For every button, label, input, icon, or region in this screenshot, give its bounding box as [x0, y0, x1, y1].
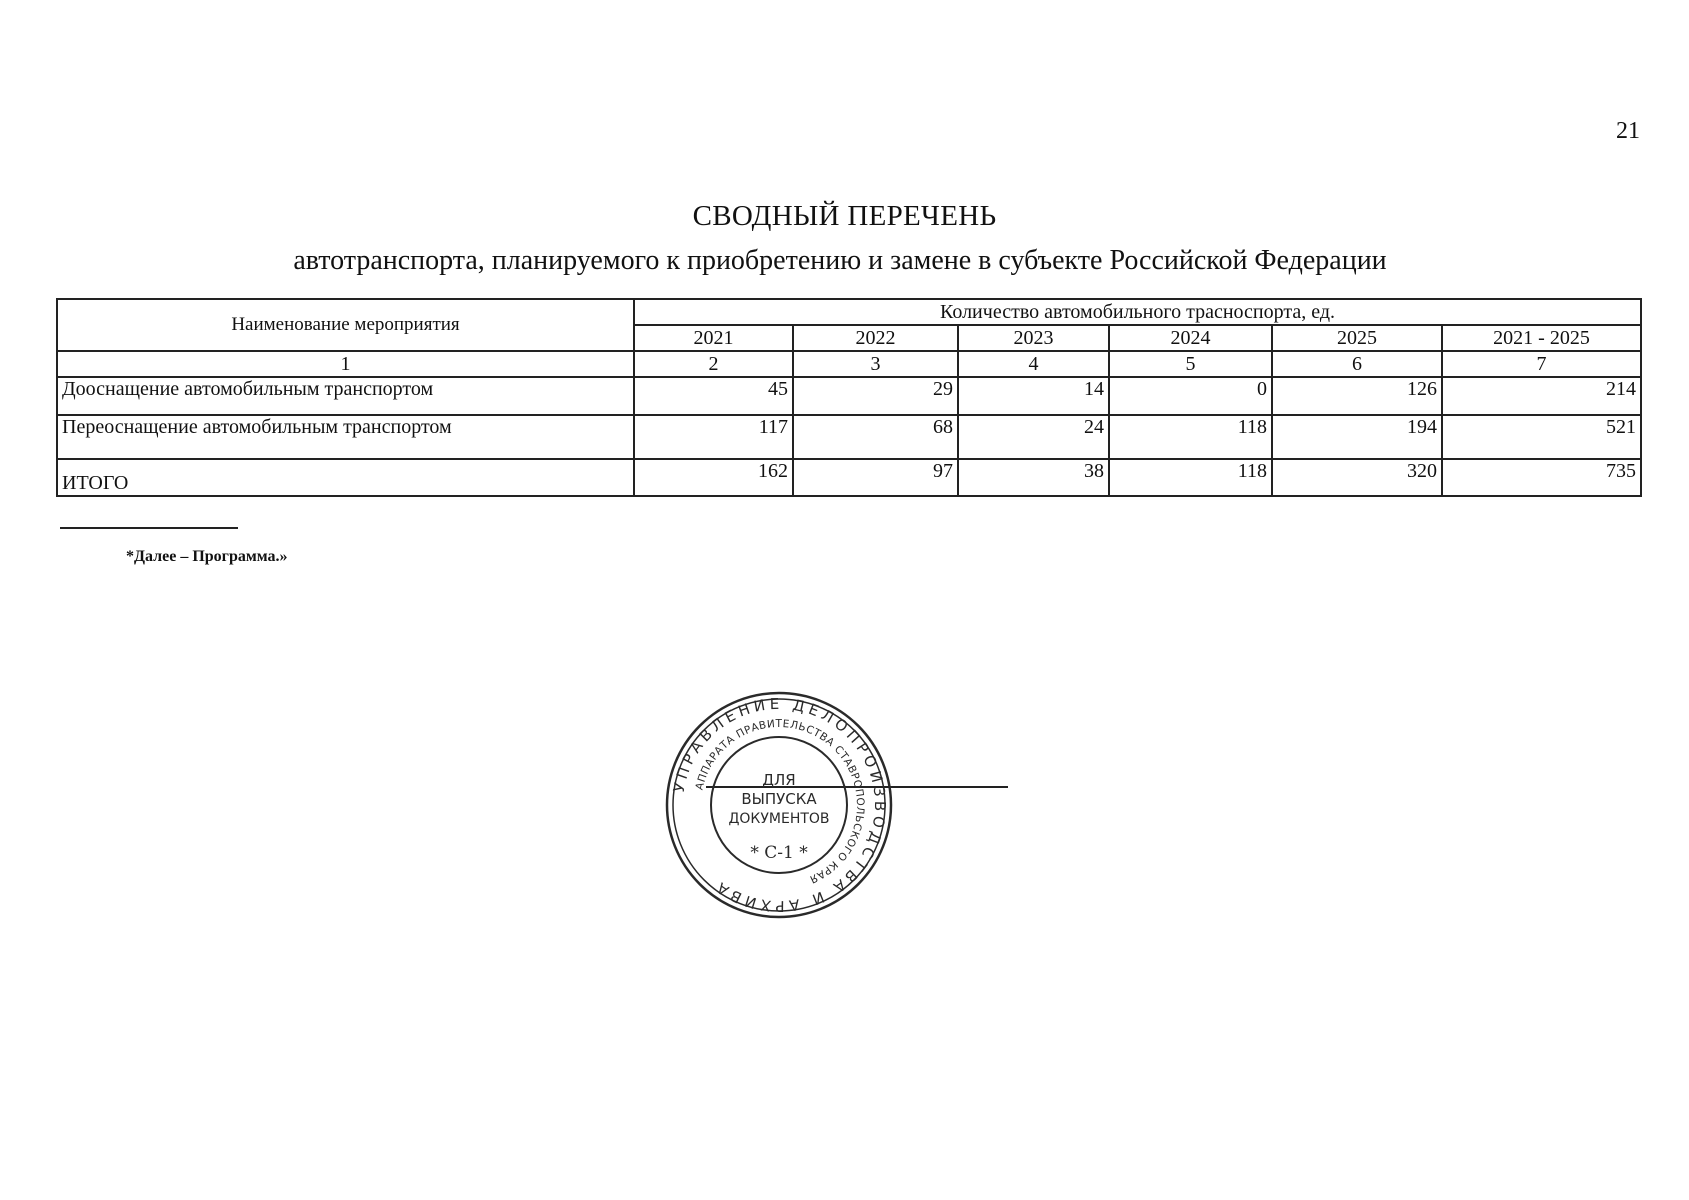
table-cell: 14 [958, 377, 1109, 415]
table-cell-total: 214 [1442, 377, 1641, 415]
page-number: 21 [1616, 118, 1640, 144]
header-year: 2025 [1272, 325, 1442, 351]
document-title: СВОДНЫЙ ПЕРЕЧЕНЬ [692, 200, 997, 232]
table-cell: 118 [1109, 459, 1272, 496]
header-quantity: Количество автомобильного трасноспорта, ед. [634, 299, 1641, 325]
table-row [57, 377, 1641, 415]
header-year-total: 2021 - 2025 [1442, 325, 1641, 351]
header-name: Наименование мероприятия [57, 299, 634, 351]
column-number: 6 [1272, 351, 1442, 377]
stamp-center-line: ДОКУМЕНТОВ [728, 811, 830, 827]
stamp-outer-text: УПРАВЛЕНИЕ ДЕЛОПРОИЗВОДСТВА И АРХИВА [669, 694, 890, 916]
column-number: 2 [634, 351, 793, 377]
table-cell: 320 [1272, 459, 1442, 496]
table-row-total [57, 459, 1641, 496]
summary-table [56, 298, 1642, 497]
table-row [57, 415, 1641, 459]
table-cell: 162 [634, 459, 793, 496]
footnote: *Далее – Программа.» [126, 548, 288, 565]
table-cell: 29 [793, 377, 958, 415]
table-cell: 97 [793, 459, 958, 496]
column-number: 5 [1109, 351, 1272, 377]
table-cell-total: 735 [1442, 459, 1641, 496]
header-year: 2021 [634, 325, 793, 351]
table-cell: 68 [793, 415, 958, 459]
official-stamp [654, 680, 904, 930]
header-year: 2022 [793, 325, 958, 351]
document-subtitle: автотранспорта, планируемого к приобретению и замене в субъекте Российской Федерации [293, 245, 1387, 276]
row-label: Дооснащение автомобильным транспортом [57, 377, 634, 415]
stamp-center-line: ДЛЯ [762, 771, 796, 789]
column-number: 1 [57, 351, 634, 377]
stamp-inner-text: АППАРАТА ПРАВИТЕЛЬСТВА СТАВРОПОЛЬСКОГО КРАЯ [693, 717, 867, 886]
column-number: 7 [1442, 351, 1641, 377]
row-label: ИТОГО [57, 459, 634, 496]
column-number: 3 [793, 351, 958, 377]
footnote-divider [60, 527, 238, 529]
table-cell: 118 [1109, 415, 1272, 459]
column-number: 4 [958, 351, 1109, 377]
table-cell-total: 521 [1442, 415, 1641, 459]
table-cell: 194 [1272, 415, 1442, 459]
stamp-seal [654, 680, 904, 930]
table-cell: 126 [1272, 377, 1442, 415]
table-cell: 0 [1109, 377, 1272, 415]
stamp-code: * С-1 * [750, 843, 808, 863]
table-cell: 117 [634, 415, 793, 459]
stamp-center-line: ВЫПУСКА [741, 790, 817, 808]
table-cell: 38 [958, 459, 1109, 496]
header-year: 2023 [958, 325, 1109, 351]
row-label: Переоснащение автомобильным транспортом [57, 415, 634, 459]
header-year: 2024 [1109, 325, 1272, 351]
table-cell: 45 [634, 377, 793, 415]
table-cell: 24 [958, 415, 1109, 459]
